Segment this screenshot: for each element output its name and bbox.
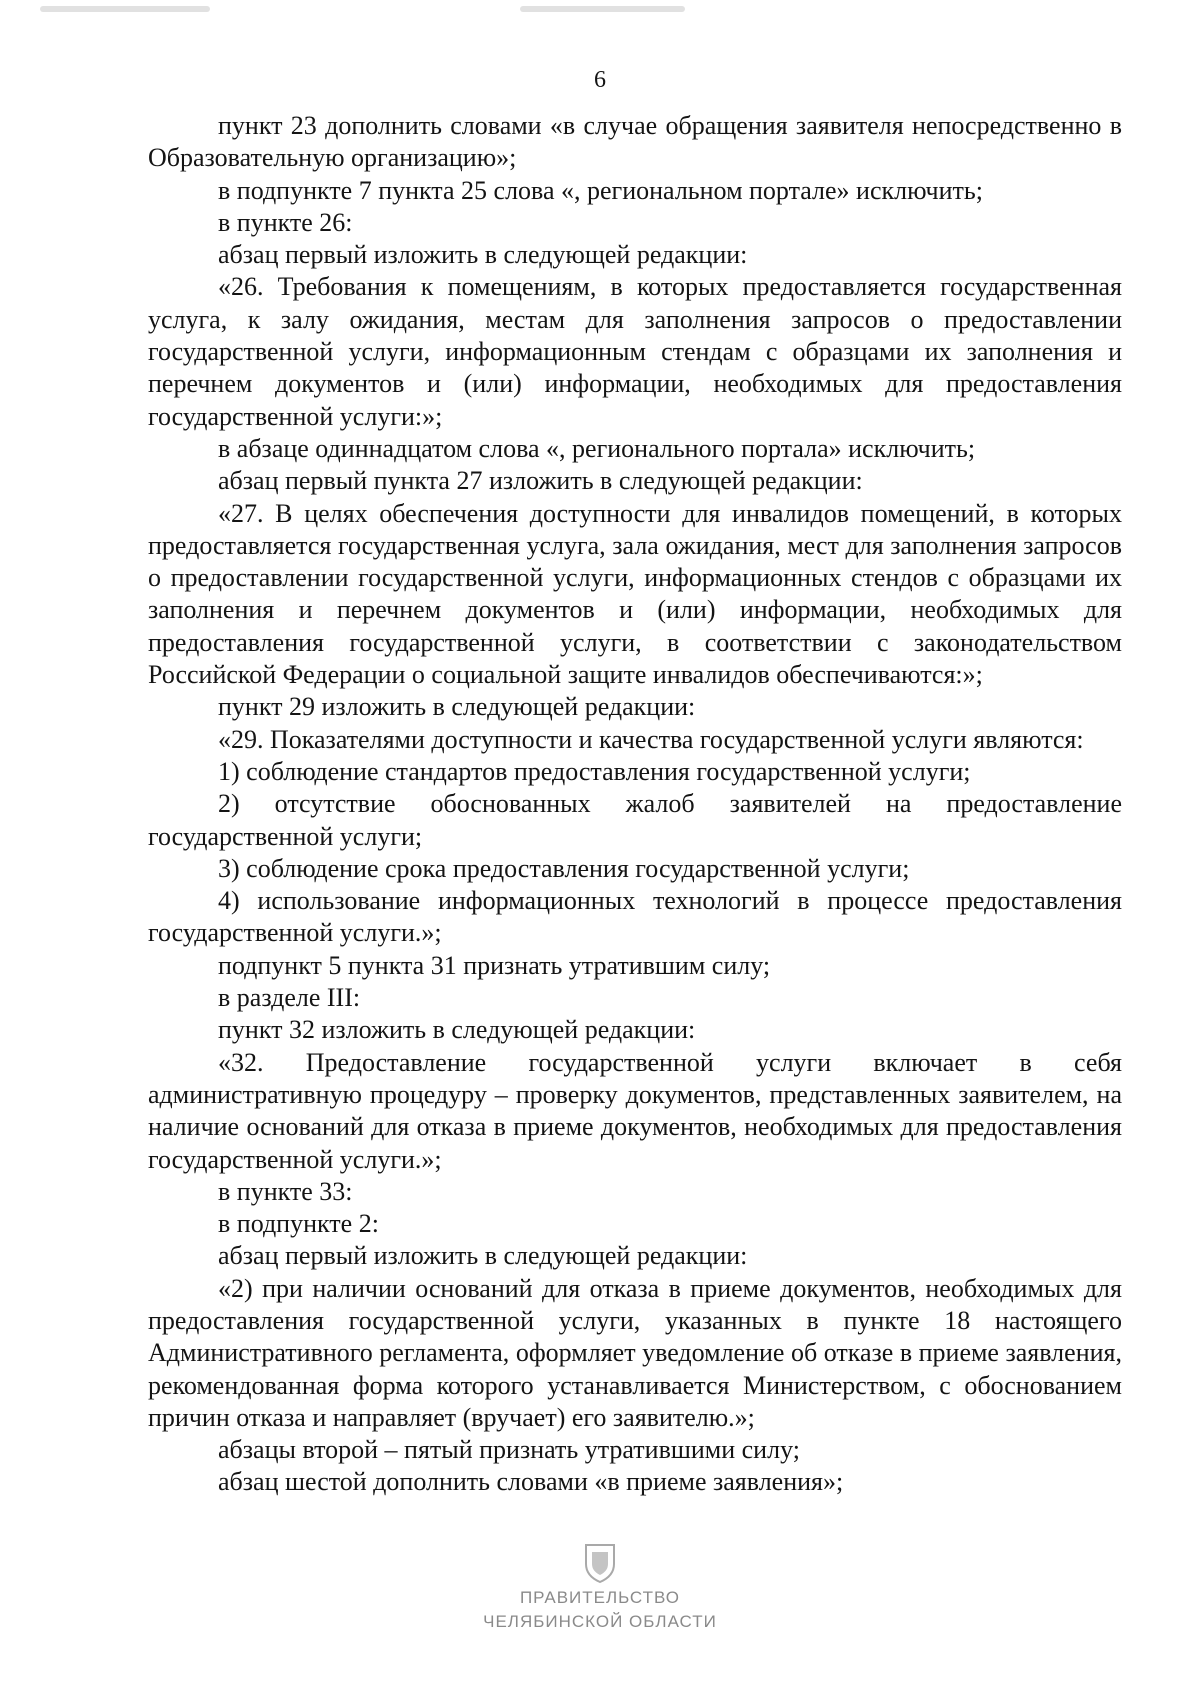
page-number: 6 — [594, 67, 606, 93]
stamp-line-2: ЧЕЛЯБИНСКОЙ ОБЛАСТИ — [483, 1612, 717, 1631]
paragraph-9: пункт 29 изложить в следующей редакции: — [218, 692, 696, 722]
paragraph-22: «2) при наличии оснований для отказа в приеме документов, необходимых для предоставления государственной услуги, указанных в пункте 18 настоящего Административного регламента, оформляет уведомление об отказе в приеме заявления, рекомендованная форма которого устанавливается Министерством, с обоснованием причин отказа и направляет (вручает) его заявителю.»; — [148, 1273, 1122, 1432]
document-body — [148, 110, 1122, 1499]
paragraph-8: «27. В целях обеспечения доступности для инвалидов помещений, в которых предоставляется государственная услуга, зала ожидания, мест для заполнения запросов о предоставлении государственной услуги, информационных стендов с образцами их заполнения и перечнем документов и (или) информации, необходимых для предоставления государственной услуги, в соответствии с законодательством Российской Федерации о социальной защите инвалидов обеспечиваются:»; — [148, 498, 1122, 690]
government-stamp — [0, 1586, 1200, 1634]
paragraph-7: абзац первый пункта 27 изложить в следующей редакции: — [218, 466, 863, 496]
paragraph-3: в пункте 26: — [218, 207, 353, 237]
paragraph-23: абзацы второй – пятый признать утратившими силу; — [218, 1435, 800, 1465]
paragraph-12: 2) отсутствие обоснованных жалоб заявителей на предоставление государственной услуги; — [148, 789, 1122, 851]
paragraph-16: в разделе III: — [218, 983, 361, 1013]
paragraph-13: 3) соблюдение срока предоставления государственной услуги; — [218, 853, 910, 883]
paragraph-20: в подпункте 2: — [218, 1209, 379, 1239]
paragraph-10: «29. Показателями доступности и качества государственной услуги являются: — [218, 724, 1084, 754]
scan-artifact-middle — [520, 6, 685, 12]
paragraph-5: «26. Требования к помещениям, в которых предоставляется государственная услуга, к залу ожидания, местам для заполнения запросов о предоставлении государственной услуги, информационным стендам с образцами их заполнения и перечнем документов и (или) информации, необходимых для предоставления государственной услуги:»; — [148, 272, 1122, 431]
coat-of-arms-icon — [582, 1542, 618, 1584]
paragraph-4: абзац первый изложить в следующей редакции: — [218, 240, 748, 270]
paragraph-2: в подпункте 7 пункта 25 слова «, региональном портале» исключить; — [218, 175, 983, 205]
paragraph-17: пункт 32 изложить в следующей редакции: — [218, 1015, 696, 1045]
stamp-line-1: ПРАВИТЕЛЬСТВО — [519, 1588, 681, 1607]
paragraph-24: абзац шестой дополнить словами «в приеме заявления»; — [218, 1467, 844, 1497]
paragraph-6: в абзаце одиннадцатом слова «, регионального портала» исключить; — [218, 433, 976, 463]
paragraph-11: 1) соблюдение стандартов предоставления государственной услуги; — [218, 756, 971, 786]
paragraph-1: пункт 23 дополнить словами «в случае обращения заявителя непосредственно в Образовательную организацию»; — [148, 111, 1122, 173]
scan-artifact-left — [40, 6, 210, 12]
paragraph-15: подпункт 5 пункта 31 признать утратившим силу; — [218, 950, 771, 980]
paragraph-18: «32. Предоставление государственной услуги включает в себя административную процедуру – проверку документов, представленных заявителем, на наличие оснований для отказа в приеме документов, необходимых для предоставления государственной услуги.»; — [148, 1047, 1122, 1174]
paragraph-14: 4) использование информационных технологий в процессе предоставления государственной услуги.»; — [148, 886, 1122, 948]
paragraph-19: в пункте 33: — [218, 1176, 353, 1206]
paragraph-21: абзац первый изложить в следующей редакции: — [218, 1241, 748, 1271]
